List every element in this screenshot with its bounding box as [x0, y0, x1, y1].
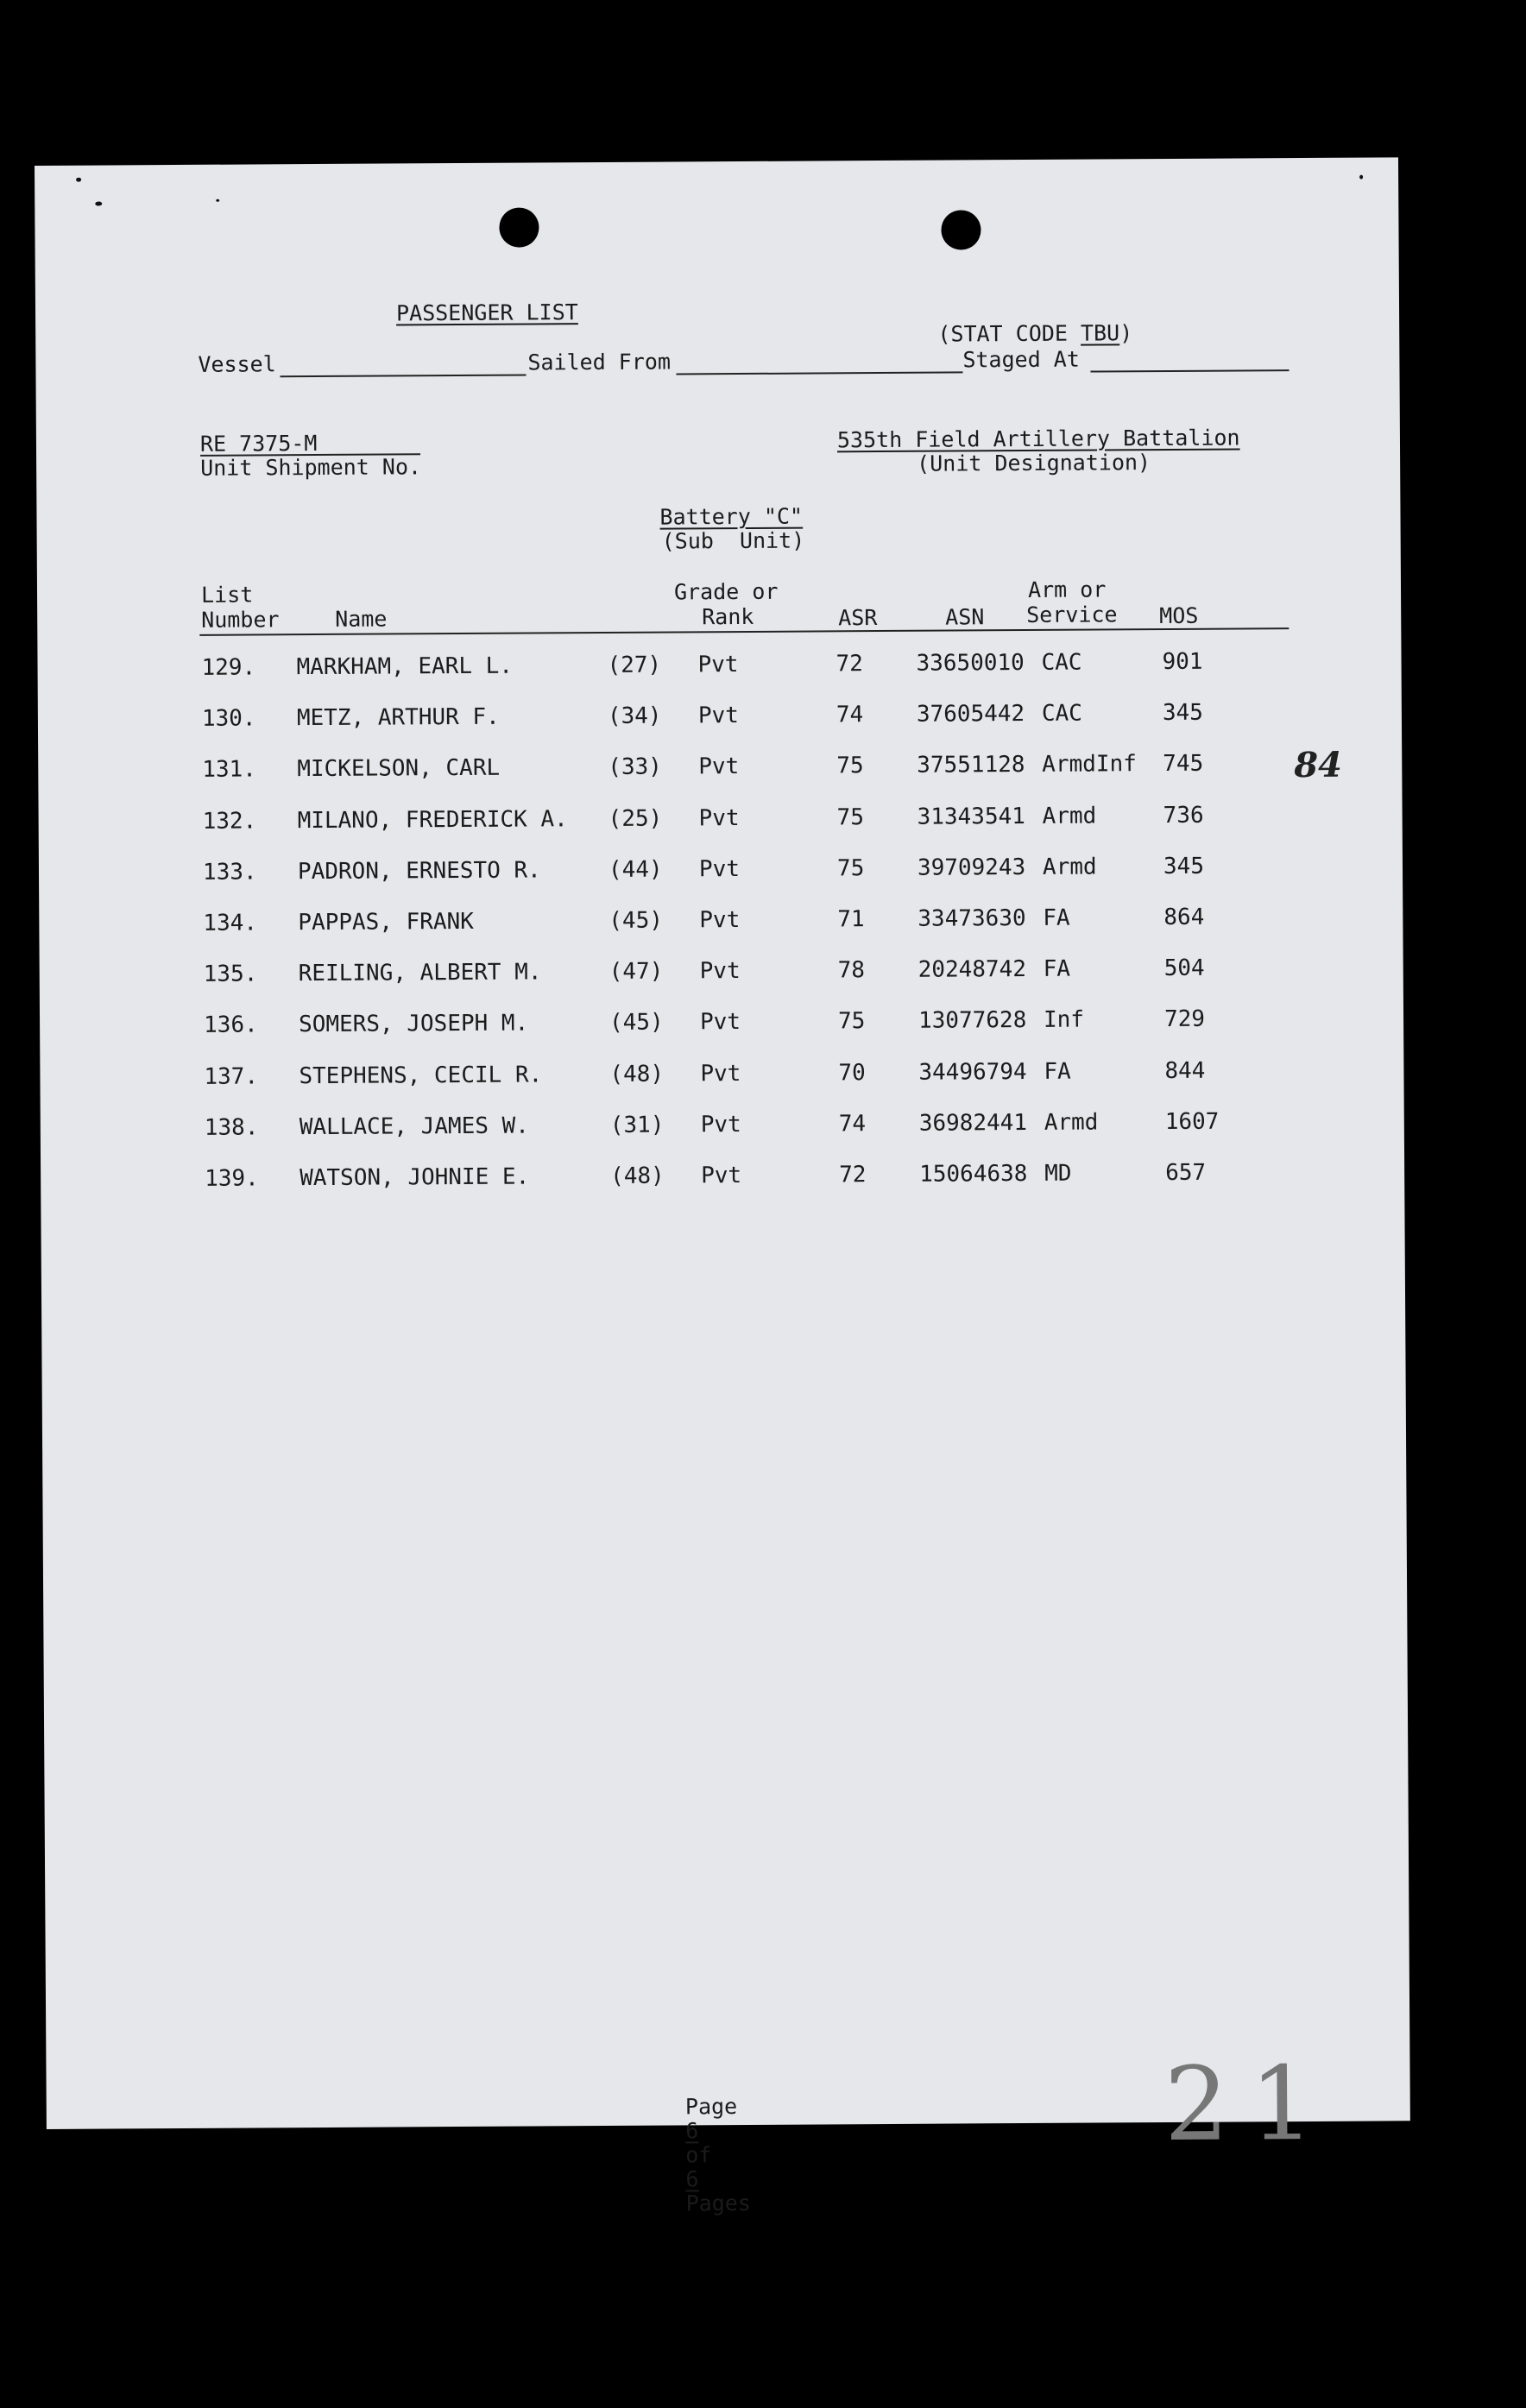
- row-rank: Pvt: [699, 1009, 741, 1036]
- punch-hole-right: [941, 210, 981, 249]
- stat-code-suffix: ): [1119, 320, 1133, 346]
- unit-designation-label: (Unit Designation): [917, 450, 1151, 476]
- document-page: [35, 157, 1410, 2216]
- page-footer: [633, 2071, 751, 2241]
- row-service: CAC: [1041, 700, 1082, 728]
- row-mos: 1607: [1164, 1108, 1220, 1135]
- header-list: List: [200, 582, 254, 608]
- unit-shipment-label: Unit Shipment No.: [200, 454, 422, 481]
- row-asn: 20248742: [917, 956, 1027, 983]
- stat-code-prefix: (STAT CODE: [937, 320, 1081, 347]
- row-mos: 736: [1163, 802, 1204, 829]
- pencil-number: 21: [1163, 2043, 1336, 2165]
- row-rank: Pvt: [700, 1111, 741, 1138]
- row-number: 129.: [201, 654, 256, 681]
- row-number: 135.: [203, 961, 258, 988]
- row-service: FA: [1044, 1058, 1071, 1085]
- row-rank: Pvt: [697, 703, 739, 729]
- speck: [216, 199, 219, 202]
- row-service: FA: [1043, 955, 1071, 983]
- row-name: PADRON, ERNESTO R.: [297, 857, 541, 885]
- row-name: REILING, ALBERT M.: [298, 959, 542, 987]
- row-mos: 345: [1162, 699, 1203, 727]
- row-mos: 657: [1165, 1159, 1207, 1187]
- row-number: 133.: [202, 859, 257, 886]
- row-service: MD: [1044, 1160, 1072, 1187]
- row-service: CAC: [1041, 649, 1082, 676]
- header-asn: ASN: [945, 604, 985, 630]
- row-name: MILANO, FREDERICK A.: [297, 805, 568, 834]
- footer-of-label: of: [685, 2142, 712, 2168]
- row-asr: 72: [839, 1162, 867, 1188]
- handwritten-page-number: 84: [1294, 744, 1343, 786]
- header-arm-or: Arm or: [1027, 577, 1107, 602]
- row-rank: Pvt: [700, 1060, 741, 1087]
- row-rank: Pvt: [697, 652, 739, 678]
- row-name: WATSON, JOHNIE E.: [300, 1163, 530, 1192]
- row-service: Inf: [1043, 1006, 1085, 1034]
- row-name: MICKELSON, CARL: [297, 755, 501, 783]
- sailed-from-blank: [676, 371, 962, 375]
- row-rank: Pvt: [698, 855, 741, 883]
- header-number: Number: [201, 607, 280, 633]
- row-age: (44): [608, 856, 663, 883]
- staged-at-blank: [1090, 369, 1289, 372]
- row-asr: 72: [836, 651, 863, 678]
- row-mos: 729: [1163, 1006, 1206, 1033]
- speck: [1359, 175, 1363, 180]
- row-asr: 71: [837, 906, 865, 933]
- row-rank: Pvt: [698, 753, 740, 780]
- row-number: 134.: [203, 910, 258, 936]
- row-rank: Pvt: [699, 958, 741, 985]
- row-age: (25): [608, 805, 663, 832]
- row-asn: 36982441: [918, 1109, 1028, 1137]
- row-asr: 75: [836, 804, 865, 830]
- row-age: (45): [609, 907, 664, 934]
- punch-hole-left: [499, 207, 539, 247]
- row-asr: 75: [836, 753, 864, 779]
- row-mos: 745: [1163, 751, 1204, 778]
- row-mos: 901: [1162, 648, 1203, 676]
- row-asn: 33650010: [916, 650, 1025, 677]
- row-age: (45): [609, 1009, 664, 1037]
- row-mos: 504: [1163, 955, 1205, 982]
- unit-designation: 535th Field Artillery Battalion: [836, 425, 1240, 453]
- row-age: (31): [609, 1112, 665, 1138]
- row-name: SOMERS, JOSEPH M.: [298, 1010, 529, 1038]
- footer-pages-label: Pages: [685, 2190, 752, 2216]
- row-number: 138.: [204, 1114, 259, 1141]
- row-number: 131.: [202, 756, 256, 784]
- row-name: METZ, ARTHUR F.: [296, 703, 500, 732]
- footer-page-label: Page: [684, 2094, 738, 2120]
- row-asr: 75: [837, 1008, 866, 1035]
- row-asn: 15064638: [919, 1160, 1028, 1188]
- row-asn: 31343541: [917, 803, 1025, 830]
- speck: [76, 178, 81, 182]
- header-rank: Rank: [702, 603, 754, 630]
- row-service: Armd: [1042, 803, 1097, 829]
- unit-shipment-no: RE 7375-M: [199, 431, 318, 457]
- row-asn: 13077628: [917, 1007, 1027, 1035]
- row-age: (48): [610, 1163, 665, 1189]
- row-age: (34): [607, 703, 662, 730]
- row-service: Armd: [1044, 1109, 1099, 1136]
- row-number: 139.: [205, 1165, 259, 1192]
- row-rank: Pvt: [698, 804, 740, 831]
- row-mos: 844: [1164, 1057, 1206, 1084]
- header-grade-or: Grade or: [673, 578, 779, 605]
- row-name: WALLACE, JAMES W.: [299, 1113, 530, 1140]
- row-mos: 345: [1163, 853, 1205, 879]
- speck: [95, 202, 102, 206]
- row-age: (33): [608, 753, 662, 781]
- row-number: 130.: [201, 705, 256, 733]
- row-number: 132.: [202, 808, 257, 835]
- row-asr: 75: [836, 854, 865, 882]
- vessel-label: Vessel: [198, 351, 276, 377]
- vessel-blank: [280, 375, 526, 378]
- row-asr: 78: [837, 957, 866, 984]
- header-mos: MOS: [1159, 602, 1199, 629]
- row-name: PAPPAS, FRANK: [298, 908, 474, 936]
- row-number: 136.: [203, 1012, 258, 1039]
- row-asr: 74: [838, 1110, 867, 1138]
- header-asr: ASR: [838, 605, 878, 631]
- row-asn: 37605442: [916, 701, 1025, 728]
- row-service: ArmdInf: [1042, 751, 1137, 779]
- document-title: PASSENGER LIST: [395, 299, 578, 326]
- footer-current-page: 6: [685, 2118, 699, 2144]
- row-age: (27): [607, 652, 662, 678]
- sub-unit: Battery "C": [659, 503, 804, 530]
- row-name: MARKHAM, EARL L.: [296, 652, 514, 681]
- row-age: (48): [609, 1061, 665, 1087]
- row-rank: Pvt: [699, 907, 741, 934]
- row-asn: 39709243: [917, 854, 1026, 881]
- row-service: FA: [1043, 905, 1070, 931]
- sub-unit-label: (Sub Unit): [661, 527, 805, 554]
- row-asn: 33473630: [917, 905, 1026, 932]
- row-rank: Pvt: [701, 1163, 742, 1189]
- row-name: STEPHENS, CECIL R.: [299, 1062, 543, 1089]
- row-mos: 864: [1163, 904, 1205, 931]
- row-age: (47): [609, 958, 664, 986]
- stat-code-value: TBU: [1080, 320, 1120, 346]
- footer-total-pages: 6: [685, 2166, 699, 2192]
- row-asn: 34496794: [918, 1058, 1027, 1086]
- staged-at-label: Staged At: [962, 346, 1080, 373]
- row-service: Armd: [1042, 854, 1097, 880]
- row-asn: 37551128: [917, 752, 1025, 779]
- header-service: Service: [1026, 602, 1118, 627]
- header-name: Name: [335, 606, 388, 632]
- row-asr: 74: [836, 702, 864, 728]
- sailed-from-label: Sailed From: [527, 349, 672, 375]
- row-number: 137.: [204, 1063, 259, 1090]
- row-asr: 70: [838, 1059, 866, 1086]
